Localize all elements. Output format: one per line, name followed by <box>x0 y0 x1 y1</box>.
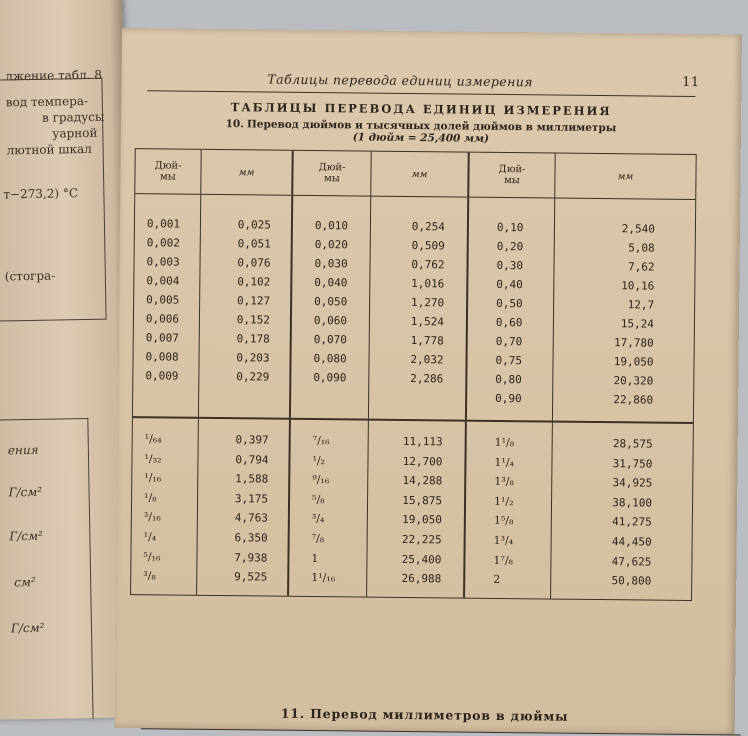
fraction-inches-cell: ¹/₂ <box>312 453 326 467</box>
decimal-inches-cell: 0,030 <box>314 257 348 271</box>
running-header <box>147 68 700 97</box>
fraction-inches-cell: ⁷/₈ <box>311 531 325 546</box>
header-inches: Дюй- мы <box>498 163 526 187</box>
mm-column <box>553 199 695 422</box>
fraction-mm-cell: 50,800 <box>611 574 652 588</box>
fraction-inches-cell: 1¹/₁₆ <box>311 571 336 585</box>
decimal-mm-cell: 0,051 <box>237 237 271 251</box>
table-title-text: Перевод дюймов и тысячных долей дюймов в миллиметры <box>246 118 617 135</box>
decimal-inches-cell: 0,050 <box>314 295 348 309</box>
table-number: 10. <box>225 118 244 131</box>
fraction-inches-cell: ¹/₁₆ <box>144 471 162 485</box>
fraction-inches-cell: 1³/₈ <box>494 475 514 489</box>
header-mm: мм <box>238 166 255 178</box>
decimal-mm-cell: 10,16 <box>621 279 655 293</box>
decimal-inches-cell: 0,80 <box>495 372 522 387</box>
fraction-inches-cell: ⁹/₁₆ <box>312 473 330 487</box>
decimal-inches-cell: 0,001 <box>146 217 181 231</box>
fraction-mm-cell: 1,588 <box>235 472 269 486</box>
decimal-mm-cell: 0,076 <box>237 256 271 270</box>
fraction-mm-cell: 12,700 <box>402 454 443 468</box>
decimal-mm-cell: 22,860 <box>613 393 654 407</box>
decimal-mm-cell: 15,24 <box>620 317 654 331</box>
decimal-section <box>133 194 695 422</box>
inches-column <box>289 420 369 597</box>
decimal-mm-cell: 0,152 <box>236 313 271 327</box>
fraction-mm-cell: 0,794 <box>235 452 269 467</box>
decimal-mm-cell: 0,203 <box>236 351 270 365</box>
fraction-mm-cell: 3,175 <box>234 491 269 506</box>
fraction-inches-cell: 1³/₄ <box>493 533 514 548</box>
inches-column <box>467 198 555 421</box>
mm-column <box>367 421 467 598</box>
decimal-mm-cell: 1,270 <box>410 296 445 310</box>
fraction-inches-cell: ⁵/₁₆ <box>143 549 161 563</box>
decimal-inches-cell: 0,30 <box>496 258 524 273</box>
decimal-inches-cell: 0,007 <box>145 331 179 345</box>
decimal-mm-cell: 2,286 <box>410 372 444 386</box>
decimal-inches-cell: 0,003 <box>146 255 180 269</box>
decimal-mm-cell: 0,127 <box>236 294 271 308</box>
fraction-inches-cell: 1 <box>311 551 319 565</box>
page-number: 11 <box>682 74 700 91</box>
fraction-mm-cell: 38,100 <box>612 495 653 510</box>
decimal-inches-cell: 0,009 <box>145 369 179 383</box>
decimal-mm-cell: 1,778 <box>410 334 444 348</box>
fraction-inches-cell: ³/₈ <box>143 569 156 583</box>
decimal-inches-cell: 0,90 <box>495 391 522 406</box>
fraction-mm-cell: 6,350 <box>234 531 268 545</box>
fraction-inches-cell: ¹/₆₄ <box>144 432 162 446</box>
fraction-inches-cell: ³/₄ <box>311 512 325 526</box>
inches-column <box>131 418 199 594</box>
fraction-mm-cell: 47,625 <box>611 554 652 569</box>
decimal-inches-cell: 0,090 <box>313 371 347 385</box>
decimal-inches-cell: 0,004 <box>146 274 180 288</box>
fraction-mm-cell: 19,050 <box>402 513 442 527</box>
header-mm: мм <box>411 168 428 180</box>
decimal-inches-cell: 0,40 <box>496 277 523 292</box>
decimal-mm-cell: 0,254 <box>411 220 446 234</box>
decimal-mm-cell: 12,7 <box>627 298 655 312</box>
previous-page-text: (стогра- <box>4 268 56 284</box>
fraction-inches-cell: ³/₁₆ <box>143 510 161 524</box>
decimal-mm-cell: 0,509 <box>411 239 445 253</box>
previous-page <box>0 0 135 720</box>
decimal-mm-cell: 17,780 <box>613 336 654 350</box>
decimal-inches-cell: 0,008 <box>145 350 179 364</box>
decimal-inches-cell: 0,60 <box>495 315 523 330</box>
fraction-inches-cell: ⁵/₈ <box>312 492 325 506</box>
fraction-inches-cell: 1⁷/₈ <box>493 553 514 567</box>
decimal-inches-cell: 0,020 <box>314 238 348 252</box>
conversion-table <box>130 148 697 601</box>
header-inches: Дюй- мы <box>318 162 346 185</box>
previous-page-text: Г/см² <box>10 620 45 636</box>
previous-page-text: см² <box>14 574 36 590</box>
fraction-inches-cell: 1¹/₈ <box>494 435 515 450</box>
decimal-inches-cell: 0,70 <box>495 334 523 349</box>
header-inches: Дюй- мы <box>154 160 182 183</box>
decimal-inches-cell: 0,005 <box>146 293 180 307</box>
decimal-mm-cell: 0,762 <box>411 258 445 272</box>
fraction-mm-cell: 44,450 <box>611 535 652 549</box>
fraction-mm-cell: 9,525 <box>234 570 268 584</box>
mm-column <box>369 197 469 420</box>
decimal-mm-cell: 20,320 <box>613 374 654 388</box>
fraction-mm-cell: 26,988 <box>401 572 442 586</box>
book-page <box>115 28 742 734</box>
decimal-inches-cell: 0,002 <box>146 236 180 250</box>
decimal-inches-cell: 0,070 <box>313 333 347 347</box>
previous-page-text: лжение табл. 8 <box>5 67 103 84</box>
inches-column <box>465 422 553 599</box>
fraction-mm-cell: 25,400 <box>401 552 442 566</box>
previous-page-text: лютной шкал <box>6 141 92 158</box>
next-table-title: 11. Перевод миллиметров в дюймы <box>280 705 569 724</box>
mm-column <box>199 195 293 418</box>
decimal-inches-cell: 0,10 <box>496 220 524 235</box>
decimal-mm-cell: 0,229 <box>236 370 270 384</box>
decimal-inches-cell: 0,20 <box>496 239 524 254</box>
fraction-inches-cell: 2 <box>493 573 501 587</box>
decimal-inches-cell: 0,75 <box>495 353 523 368</box>
decimal-inches-cell: 0,040 <box>314 276 348 290</box>
decimal-mm-cell: 1,524 <box>410 315 445 329</box>
header-mm: мм <box>617 170 634 182</box>
decimal-mm-cell: 2,540 <box>621 222 655 236</box>
previous-page-text: т−273,2) °C <box>3 186 79 202</box>
decimal-mm-cell: 0,178 <box>236 332 270 346</box>
fraction-mm-cell: 41,275 <box>612 515 652 529</box>
previous-page-text: в градусы <box>41 109 105 125</box>
previous-page-text: Г/см² <box>8 484 43 500</box>
decimal-mm-cell: 0,025 <box>237 218 272 232</box>
fraction-mm-cell: 4,763 <box>234 511 268 525</box>
fraction-mm-cell: 34,925 <box>612 476 653 490</box>
decimal-inches-cell: 0,080 <box>313 352 347 366</box>
fraction-mm-cell: 15,875 <box>402 493 443 508</box>
running-title: Таблицы перевода единиц измерения <box>267 71 533 90</box>
section-title: ТАБЛИЦЫ ПЕРЕВОДА ЕДИНИЦ ИЗМЕРЕНИЯ <box>230 100 612 119</box>
decimal-inches-cell: 0,50 <box>496 296 523 311</box>
previous-page-table-border-lower <box>0 418 94 721</box>
fraction-mm-cell: 28,575 <box>612 437 653 451</box>
mm-column <box>551 423 693 600</box>
previous-page-text: вод темпера- <box>5 93 89 110</box>
inches-column <box>133 194 201 417</box>
fraction-mm-cell: 31,750 <box>612 456 653 471</box>
next-table-top-rule <box>141 728 741 735</box>
previous-page-text: Г/см² <box>9 528 43 544</box>
decimal-mm-cell: 7,62 <box>627 260 655 274</box>
decimal-mm-cell: 19,050 <box>613 355 654 369</box>
fraction-inches-cell: ¹/₈ <box>144 491 157 505</box>
decimal-mm-cell: 0,102 <box>237 275 271 289</box>
fraction-inches-cell: ⁷/₁₆ <box>312 434 330 448</box>
inches-column <box>291 196 371 419</box>
decimal-mm-cell: 2,032 <box>410 353 444 367</box>
decimal-inches-cell: 0,006 <box>145 312 180 326</box>
fraction-inches-cell: 1¹/₄ <box>494 455 515 469</box>
fraction-inches-cell: ¹/₄ <box>143 530 157 544</box>
decimal-mm-cell: 1,016 <box>411 277 445 291</box>
fraction-section <box>131 416 693 600</box>
mm-column <box>197 419 291 596</box>
decimal-mm-cell: 5,08 <box>628 241 655 255</box>
previous-page-text: уарной <box>52 125 98 141</box>
fraction-mm-cell: 0,397 <box>235 433 269 447</box>
fraction-mm-cell: 22,225 <box>401 532 442 547</box>
fraction-inches-cell: ¹/₃₂ <box>144 451 162 466</box>
fraction-inches-cell: 1⁵/₈ <box>493 514 514 528</box>
table-header-row <box>135 149 695 200</box>
previous-page-text: ения <box>7 442 39 458</box>
fraction-mm-cell: 14,288 <box>402 474 443 488</box>
decimal-inches-cell: 0,060 <box>313 314 348 328</box>
fraction-mm-cell: 11,113 <box>402 434 443 449</box>
fraction-mm-cell: 7,938 <box>234 550 268 565</box>
table-subtitle: (1 дюйм = 25,400 мм) <box>352 131 490 145</box>
fraction-inches-cell: 1¹/₂ <box>493 494 514 508</box>
decimal-inches-cell: 0,010 <box>314 219 349 233</box>
